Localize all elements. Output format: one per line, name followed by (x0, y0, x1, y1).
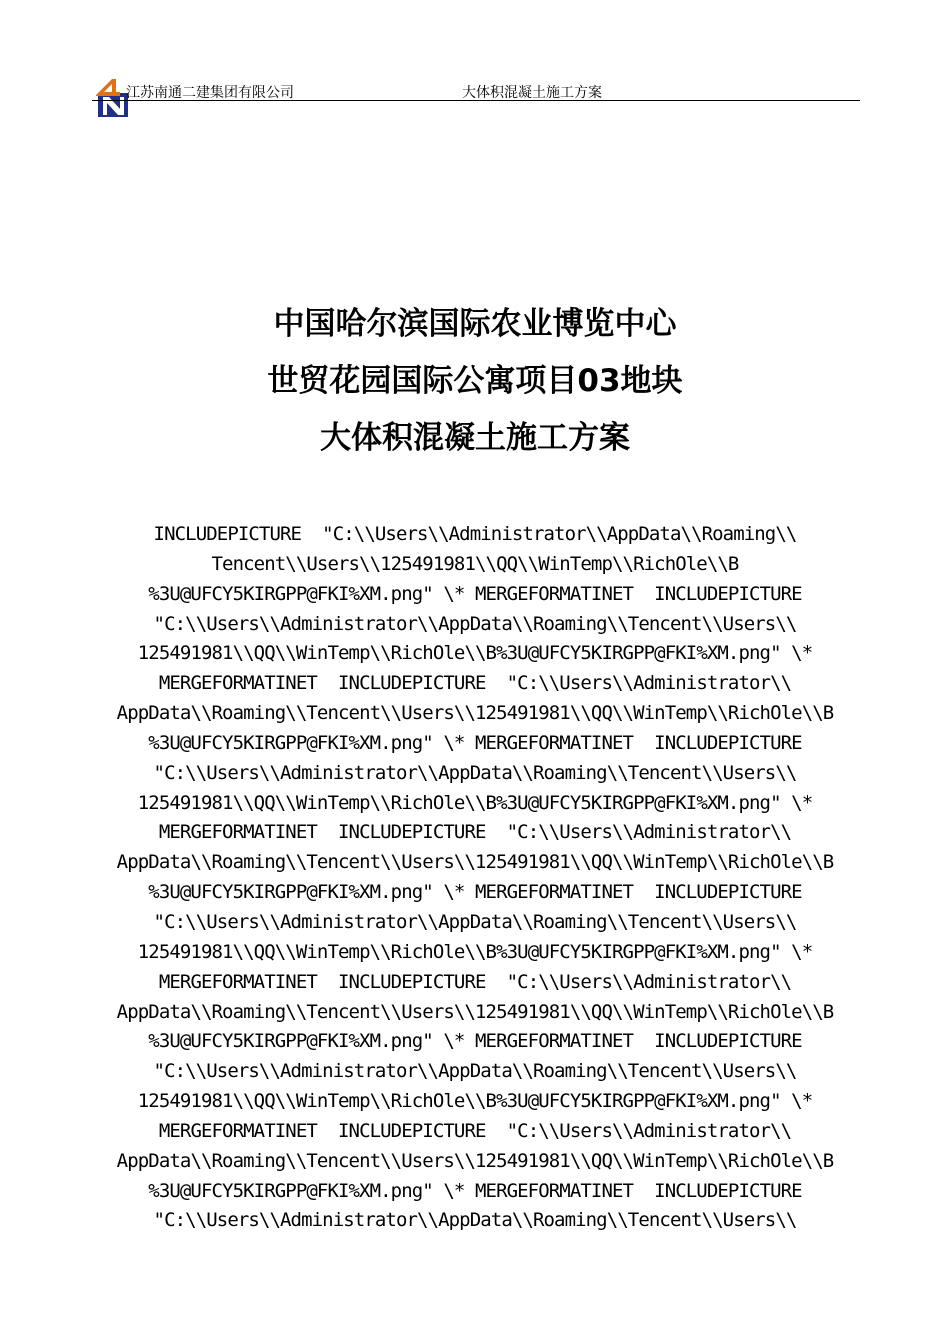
field-code-text (90, 520, 860, 1244)
body-line: "C:\\Users\\Administrator\\AppData\\Roaming\\Tencent\\Users\\ (153, 1209, 797, 1232)
body-line: 125491981\\QQ\\WinTemp\\RichOle\\B%3U@UFCY5KIRGPP@FKI%XM.png" \* (137, 642, 813, 665)
cover-title (0, 296, 950, 467)
body-line: %3U@UFCY5KIRGPP@FKI%XM.png" \* MERGEFORMATINET INCLUDEPICTURE (148, 1030, 802, 1053)
body-line: Tencent\\Users\\125491981\\QQ\\WinTemp\\RichOle\\B (211, 552, 739, 575)
body-line: AppData\\Roaming\\Tencent\\Users\\125491981\\QQ\\WinTemp\\RichOle\\B (116, 1149, 834, 1172)
body-line: AppData\\Roaming\\Tencent\\Users\\125491981\\QQ\\WinTemp\\RichOle\\B (116, 851, 834, 874)
body-line: %3U@UFCY5KIRGPP@FKI%XM.png" \* MERGEFORMATINET INCLUDEPICTURE (148, 731, 802, 754)
body-line: AppData\\Roaming\\Tencent\\Users\\125491981\\QQ\\WinTemp\\RichOle\\B (116, 1000, 834, 1023)
body-line: MERGEFORMATINET INCLUDEPICTURE "C:\\Users\\Administrator\\ (158, 1119, 792, 1142)
header-rule (92, 100, 860, 101)
body-line: %3U@UFCY5KIRGPP@FKI%XM.png" \* MERGEFORMATINET INCLUDEPICTURE (148, 1179, 802, 1202)
body-line: AppData\\Roaming\\Tencent\\Users\\125491981\\QQ\\WinTemp\\RichOle\\B (116, 702, 834, 725)
body-line: 125491981\\QQ\\WinTemp\\RichOle\\B%3U@UFCY5KIRGPP@FKI%XM.png" \* (137, 940, 813, 963)
title-line-2: 世贸花园国际公寓项目03地块 (267, 363, 683, 399)
body-line: "C:\\Users\\Administrator\\AppData\\Roaming\\Tencent\\Users\\ (153, 1060, 797, 1083)
body-line: "C:\\Users\\Administrator\\AppData\\Roaming\\Tencent\\Users\\ (153, 761, 797, 784)
body-line: "C:\\Users\\Administrator\\AppData\\Roaming\\Tencent\\Users\\ (153, 910, 797, 933)
body-line: MERGEFORMATINET INCLUDEPICTURE "C:\\Users\\Administrator\\ (158, 672, 792, 695)
body-line: "C:\\Users\\Administrator\\AppData\\Roaming\\Tencent\\Users\\ (153, 612, 797, 635)
company-name: 江苏南通二建集团有限公司 (126, 85, 294, 101)
title-line-3: 大体积混凝土施工方案 (320, 420, 630, 456)
page-header (92, 74, 860, 116)
body-line: %3U@UFCY5KIRGPP@FKI%XM.png" \* MERGEFORMATINET INCLUDEPICTURE (148, 582, 802, 605)
body-line: 125491981\\QQ\\WinTemp\\RichOle\\B%3U@UFCY5KIRGPP@FKI%XM.png" \* (137, 791, 813, 814)
header-document-title: 大体积混凝土施工方案 (462, 85, 602, 101)
body-line: MERGEFORMATINET INCLUDEPICTURE "C:\\Users\\Administrator\\ (158, 970, 792, 993)
body-line: INCLUDEPICTURE "C:\\Users\\Administrator\\AppData\\Roaming\\ (153, 523, 797, 545)
body-line: 125491981\\QQ\\WinTemp\\RichOle\\B%3U@UFCY5KIRGPP@FKI%XM.png" \* (137, 1090, 813, 1113)
body-line: MERGEFORMATINET INCLUDEPICTURE "C:\\Users\\Administrator\\ (158, 821, 792, 844)
body-line: %3U@UFCY5KIRGPP@FKI%XM.png" \* MERGEFORMATINET INCLUDEPICTURE (148, 881, 802, 904)
title-line-1: 中国哈尔滨国际农业博览中心 (273, 306, 677, 342)
